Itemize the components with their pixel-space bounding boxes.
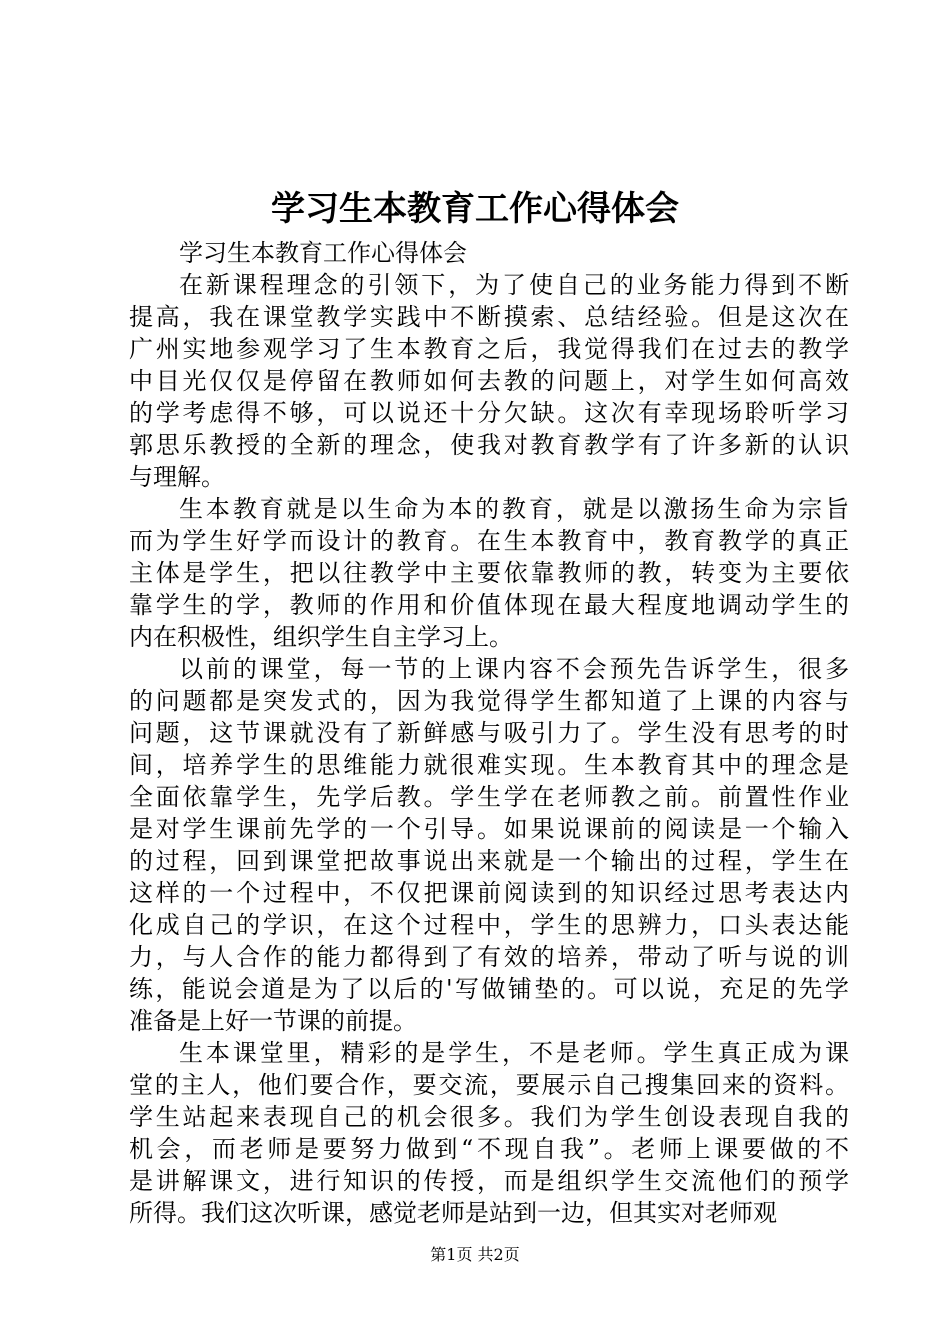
body-line: 练，能说会道是为了以后的'写做铺垫的。可以说，充足的先学 [129, 975, 852, 1003]
body-line: 与理解。 [129, 463, 225, 491]
body-line: 而为学生好学而设计的教育。在生本教育中，教育教学的真正 [129, 527, 852, 555]
body-line: 力，与人合作的能力都得到了有效的培养，带动了听与说的训 [129, 943, 852, 971]
body-line: 间，培养学生的思维能力就很难实现。生本教育其中的理念是 [129, 751, 852, 779]
body-line: 生本课堂里，精彩的是学生，不是老师。学生真正成为课 [179, 1039, 852, 1067]
body-line: 主体是学生，把以往教学中主要依靠教师的教，转变为主要依 [129, 559, 852, 587]
body-line: 问题，这节课就没有了新鲜感与吸引力了。学生没有思考的时 [129, 719, 852, 747]
body-line: 广州实地参观学习了生本教育之后，我觉得我们在过去的教学 [129, 335, 852, 363]
body-line: 学习生本教育工作心得体会 [179, 239, 467, 267]
body-line: 准备是上好一节课的前提。 [129, 1007, 417, 1035]
body-line: 靠学生的学，教师的作用和价值体现在最大程度地调动学生的 [129, 591, 852, 619]
body-line: 中目光仅仅是停留在教师如何去教的问题上，对学生如何高效 [129, 367, 852, 395]
body-line: 生本教育就是以生命为本的教育，就是以激扬生命为宗旨 [179, 495, 852, 523]
body-line: 化成自己的学识，在这个过程中，学生的思辨力，口头表达能 [129, 911, 852, 939]
document-title: 学习生本教育工作心得体会 [271, 189, 679, 229]
body-line: 在新课程理念的引领下，为了使自己的业务能力得到不断 [179, 271, 852, 299]
body-line: 这样的一个过程中，不仅把课前阅读到的知识经过思考表达内 [129, 879, 852, 907]
body-line: 堂的主人，他们要合作，要交流，要展示自己搜集回来的资料。 [129, 1071, 851, 1099]
body-line: 的学考虑得不够，可以说还十分欠缺。这次有幸现场聆听学习 [129, 399, 852, 427]
body-line: 机会，而老师是要努力做到“不现自我”。老师上课要做的不 [129, 1135, 853, 1163]
body-line: 以前的课堂，每一节的上课内容不会预先告诉学生，很多 [179, 655, 852, 683]
body-line: 是讲解课文，进行知识的传授，而是组织学生交流他们的预学 [129, 1167, 852, 1195]
body-line: 内在积极性，组织学生自主学习上。 [129, 623, 513, 651]
body-line: 郭思乐教授的全新的理念，使我对教育教学有了许多新的认识 [129, 431, 852, 459]
body-line: 的过程，回到课堂把故事说出来就是一个输出的过程，学生在 [129, 847, 852, 875]
page-footer: 第1页 共2页 [430, 1245, 520, 1264]
body-line: 是对学生课前先学的一个引导。如果说课前的阅读是一个输入 [129, 815, 852, 843]
body-line: 全面依靠学生，先学后教。学生学在老师教之前。前置性作业 [129, 783, 852, 811]
body-line: 学生站起来表现自己的机会很多。我们为学生创设表现自我的 [129, 1103, 852, 1131]
body-line: 的问题都是突发式的，因为我觉得学生都知道了上课的内容与 [129, 687, 852, 715]
body-line: 所得。我们这次听课，感觉老师是站到一边，但其实对老师观 [129, 1199, 777, 1227]
document-body [129, 237, 853, 1229]
body-line: 提高，我在课堂教学实践中不断摸索、总结经验。但是这次在 [129, 303, 852, 331]
